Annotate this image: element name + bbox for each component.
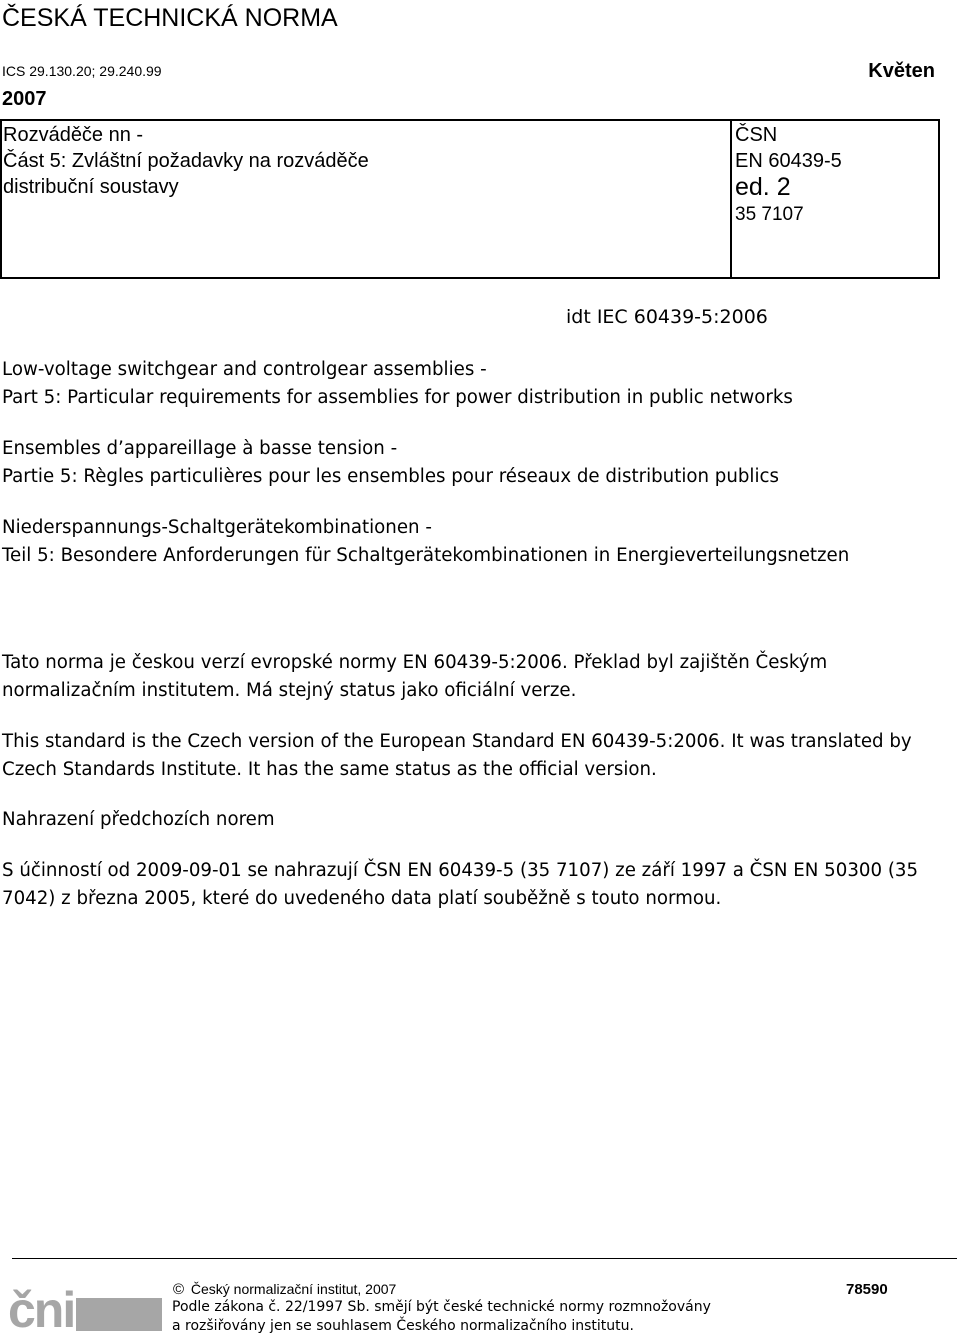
publication-month: Květen [868,60,935,82]
english-title-line: Low-voltage switchgear and controlgear assemblies - [2,359,487,380]
document-code: 78590 [846,1281,888,1298]
czech-title [3,122,369,200]
copyright-text: Český normalizační institut, 2007 [190,1281,397,1297]
czech-title-line: Část 5: Zvláštní požadavky na rozváděče [3,150,369,172]
logo-letters: čni [8,1289,75,1331]
cni-logo-icon [8,1289,162,1331]
legal-notice [172,1298,732,1336]
csn-number: EN 60439-5 [735,150,842,172]
english-version-note: This standard is the Czech version of the European Standard EN 60439-5:2006. It was translated by Czech Standards Institute. It has the same status as the official version. [2,731,912,780]
publication-year: 2007 [2,88,47,110]
ics-code: ICS 29.130.20; 29.240.99 [2,63,162,79]
title-box-divider [730,119,732,279]
french-title-line: Partie 5: Règles particulières pour les ensembles pour réseaux de distribution publics [2,466,780,487]
german-title-line: Niederspannungs-Schaltgerätekombinationen - [2,517,432,538]
footer-divider [12,1258,957,1259]
classification-number: 35 7107 [735,204,804,225]
legal-notice-line: a rozšiřovány jen se souhlasem Českého normalizačního institutu. [172,1318,634,1334]
german-title-line: Teil 5: Besondere Anforderungen für Schaltgerätekombinationen in Energieverteilungsnetzen [2,545,850,566]
edition: ed. 2 [735,173,791,201]
czech-title-line: distribuční soustavy [3,176,179,198]
standard-designation [735,122,842,228]
document-title: ČESKÁ TECHNICKÁ NORMA [2,4,338,32]
replacement-heading: Nahrazení předchozích norem [2,809,275,830]
identical-standard: idt IEC 60439-5:2006 [566,306,768,328]
copyright-icon: © [172,1281,185,1298]
logo-bar [76,1298,162,1331]
french-title [2,435,779,491]
copyright [170,1281,396,1298]
replacement-paragraph: S účinností od 2009-09-01 se nahrazují ČSN EN 60439-5 (35 7107) ze září 1997 a ČSN EN 50300 (35 7042) z března 2005, které do uvedeného data platí souběžně s touto normou. [2,860,919,909]
czech-version-note: Tato norma je českou verzí evropské normy EN 60439-5:2006. Překlad byl zajištěn Českým normalizačním institutem. Má stejný status jako oficiální verze. [2,652,828,701]
english-title-line: Part 5: Particular requirements for assemblies for power distribution in public networks [2,387,793,408]
csn-label: ČSN [735,124,778,146]
legal-notice-line: Podle zákona č. 22/1997 Sb. smějí být české technické normy rozmnožovány [172,1299,711,1315]
french-title-line: Ensembles d’appareillage à basse tension - [2,438,398,459]
english-title [2,356,793,412]
german-title [2,514,849,570]
czech-title-line: Rozváděče nn - [3,124,144,146]
